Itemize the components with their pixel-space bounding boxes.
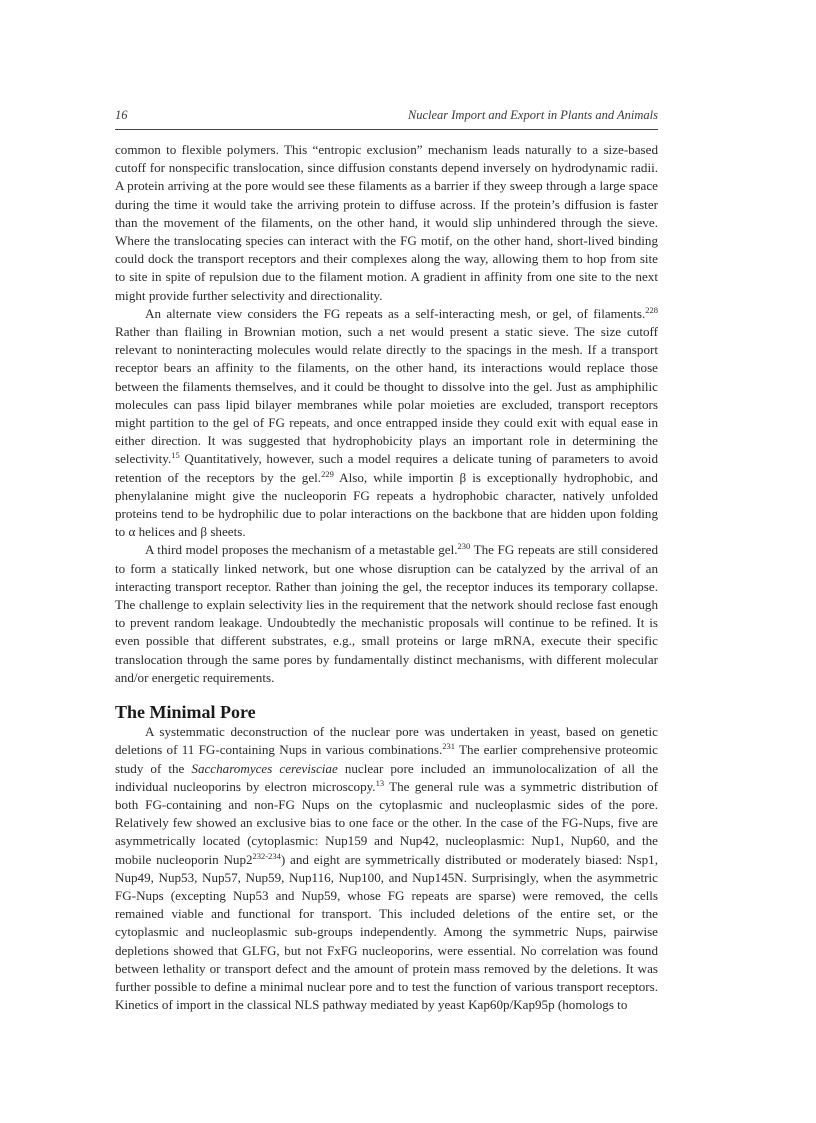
- section-heading: The Minimal Pore: [115, 702, 256, 723]
- text-run: Rather than flailing in Brownian motion, such a net would present a static sieve. The size cutoff relevant to noninteracting molecules would relate directly to the spacings in the mesh. If a transport receptor bears an affinity to the filaments, on the other hand, its interactions would replace those between the filaments themselves, and it could be thought to dissolve into the gel. Just as amphiphilic molecules can pass lipid bilayer membranes while polar moieties are excluded, transport receptors might partition to the gel of FG repeats, and once entrapped inside they could exit with equal ease in either direction. It was suggested that hydrophobicity plays an important role in determining the selectivity.: [115, 324, 658, 467]
- citation: 228: [645, 304, 658, 315]
- main-text: [115, 141, 658, 1014]
- species-name: Saccharomyces cerevisciae: [191, 760, 338, 776]
- text-run: Also, while importin β is exceptionally hydrophobic, and phenylalanine might give the nucleoporin FG repeats a hydrophobic character, natively unfolded proteins tend to be hydrophilic due to polar interactions on the backbone that are hidden upon folding to α helices and β sheets.: [115, 469, 658, 540]
- text-run: The earlier comprehensive proteomic study of the: [115, 742, 658, 776]
- citation: 230: [457, 541, 471, 552]
- text-run: A systemmatic deconstruction of the nuclear pore was undertaken in yeast, based on genetic deletions of 11 FG-containing Nups in various combinations.: [115, 724, 658, 758]
- page-header: [115, 108, 658, 128]
- text-run: A third model proposes the mechanism of a metastable gel.: [145, 542, 458, 558]
- paragraph-metastable-gel: [115, 541, 658, 687]
- running-title: Nuclear Import and Export in Plants and Animals: [407, 108, 658, 122]
- paragraph-minimal-pore: [115, 723, 658, 1014]
- citation: 13: [375, 777, 385, 788]
- text-run: Quantitatively, however, such a model requires a delicate tuning of parameters to avoid retention of the receptors by the gel.: [115, 451, 658, 485]
- paragraph-gel-model: [115, 305, 658, 542]
- text-run: common to flexible polymers. This “entropic exclusion” mechanism leads naturally to a size-based cutoff for nonspecific translocation, since diffusion constants depend inversely on hydrodynamic radii. A protein arriving at the pore would see these filaments as a barrier if they sweep through a large space during the time it would take the arriving protein to diffuse across. If the protein’s diffusion is faster than the movement of the filaments, on the other hand, it would slip unhindered through the sieve. Where the translocating species can interact with the FG motif, on the other hand, short-lived binding could dock the transport receptors and their complexes along the way, allowing them to hop from site to site in spite of repulsion due to the filament motion. A gradient in affinity from one site to the next might provide further selectivity and directionality.: [115, 142, 658, 303]
- page-number: 16: [115, 108, 128, 122]
- text-run: The general rule was a symmetric distribution of both FG-containing and non-FG Nups on the cytoplasmic and nucleoplasmic sides of the pore. Relatively few showed an exclusive bias to one face or the other. In the case of the FG-Nups, five are asymmetrically located (cytoplasmic: Nup159 and Nup42, nucleoplasmic: Nup1, Nup60, and the mobile nucleoporin Nup2: [115, 778, 658, 867]
- citation: 232-234: [252, 850, 281, 861]
- citation: 229: [321, 468, 334, 479]
- text-run: The FG repeats are still considered to form a statically linked network, but one whose disruption can be catalyzed by the arrival of an interacting transport receptor. Rather than joining the gel, the receptor induces its temporary collapse. The challenge to explain selectivity lies in the requirement that the network should reclose fast enough to prevent random leakage. Undoubtedly the mechanistic proposals will continue to be refined. It is even possible that different substrates, e.g., small proteins or large mRNA, execute their specific translocation through the same pores by fundamentally distinct mechanisms, with different molecular and/or energetic requirements.: [115, 542, 658, 685]
- header-rule: [115, 129, 658, 130]
- citation: 15: [171, 450, 180, 461]
- text-run: An alternate view considers the FG repeats as a self-interacting mesh, or gel, of filaments.: [145, 305, 646, 321]
- text-run: nuclear pore included an immunolocalization of all the individual nucleoporins by electron microscopy.: [115, 760, 659, 794]
- text-run: ) and eight are symmetrically distributed or moderately biased: Nsp1, Nup49, Nup53, Nup57, Nup59, Nup116, Nup100, and Nup145N. Surprisingly, when the asymmetric FG-Nups (excepting Nup53 and Nup59, whose FG repeats are sparse) were removed, the cells remained viable and functional for transport. This included deletions of the entire set, or the cytoplasmic and nucleoplasmic sub-groups independently. Among the symmetric Nups, pairwise depletions showed that GLFG, but not FxFG nucleoporins, were essential. No correlation was found between lethality or transport defect and the amount of protein mass removed by the deletions. It was further possible to define a minimal nuclear pore and to test the function of various transport receptors. Kinetics of import in the classical NLS pathway mediated by yeast Kap60p/Kap95p (homologs to: [115, 851, 658, 1013]
- citation: 231: [442, 741, 456, 752]
- paragraph-continued: [115, 141, 658, 305]
